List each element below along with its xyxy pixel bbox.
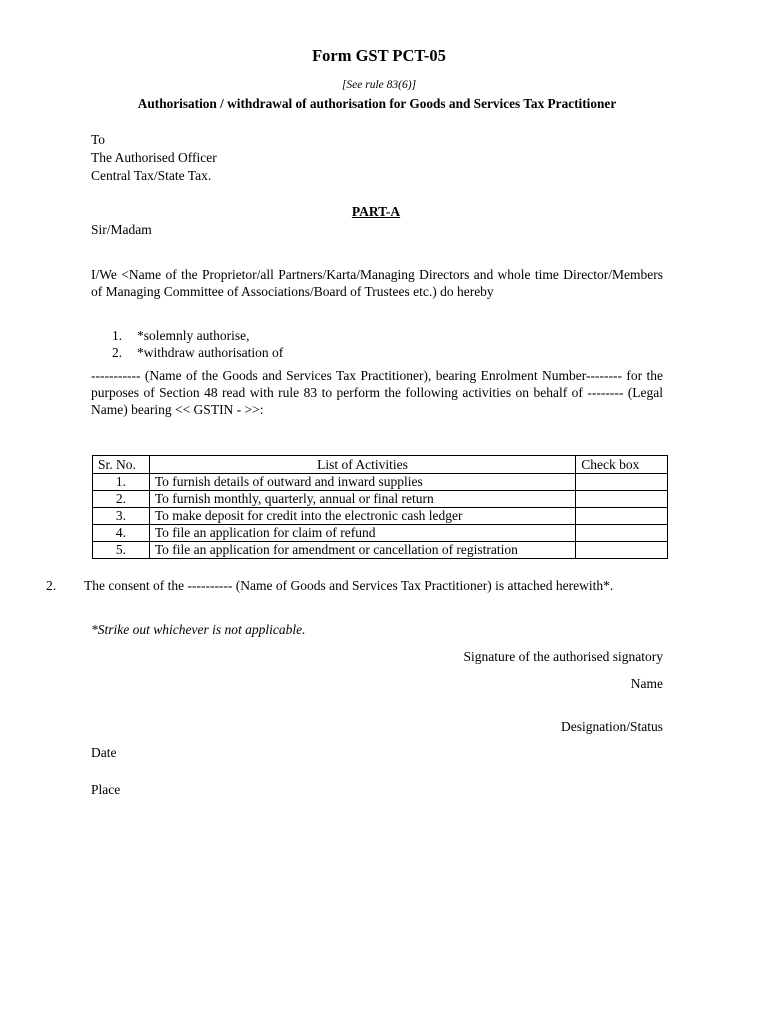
row-sr: 5. (93, 542, 150, 559)
option-item (112, 327, 283, 344)
address-to: To (91, 132, 106, 147)
header-list-of-activities: List of Activities (149, 456, 575, 474)
row-check-box[interactable] (576, 542, 668, 559)
table-row (93, 491, 668, 508)
designation-label: Designation/Status (561, 719, 663, 734)
date-label: Date (91, 745, 117, 760)
option-number: 2. (112, 345, 123, 360)
address-dept: Central Tax/State Tax. (91, 168, 212, 183)
intro-paragraph: I/We <Name of the Proprietor/all Partners/Karta/Managing Directors and whole time Director/Members of Managing Committee of Associations/Board of Trustees etc.) do hereby (91, 267, 663, 299)
table-row (93, 508, 668, 525)
table-row (93, 474, 668, 491)
signature-label: Signature of the authorised signatory (463, 649, 663, 664)
form-title: Form GST PCT-05 (312, 46, 446, 65)
row-activity: To furnish monthly, quarterly, annual or final return (149, 491, 575, 508)
row-activity: To file an application for amendment or cancellation of registration (149, 542, 575, 559)
header-check-box: Check box (576, 456, 668, 474)
consent-number: 2. (46, 578, 57, 593)
option-number: 1. (112, 328, 123, 343)
row-sr: 4. (93, 525, 150, 542)
option-text: *solemnly authorise, (137, 328, 250, 343)
row-check-box[interactable] (576, 474, 668, 491)
activities-table (92, 455, 668, 559)
form-subtitle: Authorisation / withdrawal of authorisation for Goods and Services Tax Practitioner (137, 96, 617, 111)
strike-out-note: *Strike out whichever is not applicable. (91, 622, 306, 637)
header-sr-no: Sr. No. (93, 456, 150, 474)
row-check-box[interactable] (576, 491, 668, 508)
table-row (93, 525, 668, 542)
row-check-box[interactable] (576, 525, 668, 542)
table-header-row (93, 456, 668, 474)
authorisation-options (112, 327, 283, 361)
row-activity: To furnish details of outward and inward supplies (149, 474, 575, 491)
row-activity: To make deposit for credit into the electronic cash ledger (149, 508, 575, 525)
row-sr: 1. (93, 474, 150, 491)
signatory-name-label: Name (630, 676, 663, 691)
row-sr: 3. (93, 508, 150, 525)
option-text: *withdraw authorisation of (137, 345, 284, 360)
address-block (91, 131, 217, 185)
option-item (112, 344, 283, 361)
consent-text: The consent of the ---------- (Name of Goods and Services Tax Practitioner) is attached herewith*. (84, 578, 614, 593)
rule-reference: [See rule 83(6)] (341, 79, 417, 91)
row-sr: 2. (93, 491, 150, 508)
salutation: Sir/Madam (91, 222, 152, 237)
row-check-box[interactable] (576, 508, 668, 525)
place-label: Place (91, 782, 121, 797)
address-officer: The Authorised Officer (91, 150, 217, 165)
table-row (93, 542, 668, 559)
part-a-heading: PART-A (351, 204, 401, 219)
row-activity: To file an application for claim of refund (149, 525, 575, 542)
practitioner-paragraph: ----------- (Name of the Goods and Services Tax Practitioner), bearing Enrolment Number-------- for the purposes of Section 48 read with rule 83 to perform the following activities on behalf of -------- (Legal Name) bearing << GSTIN - >>: (91, 368, 663, 417)
